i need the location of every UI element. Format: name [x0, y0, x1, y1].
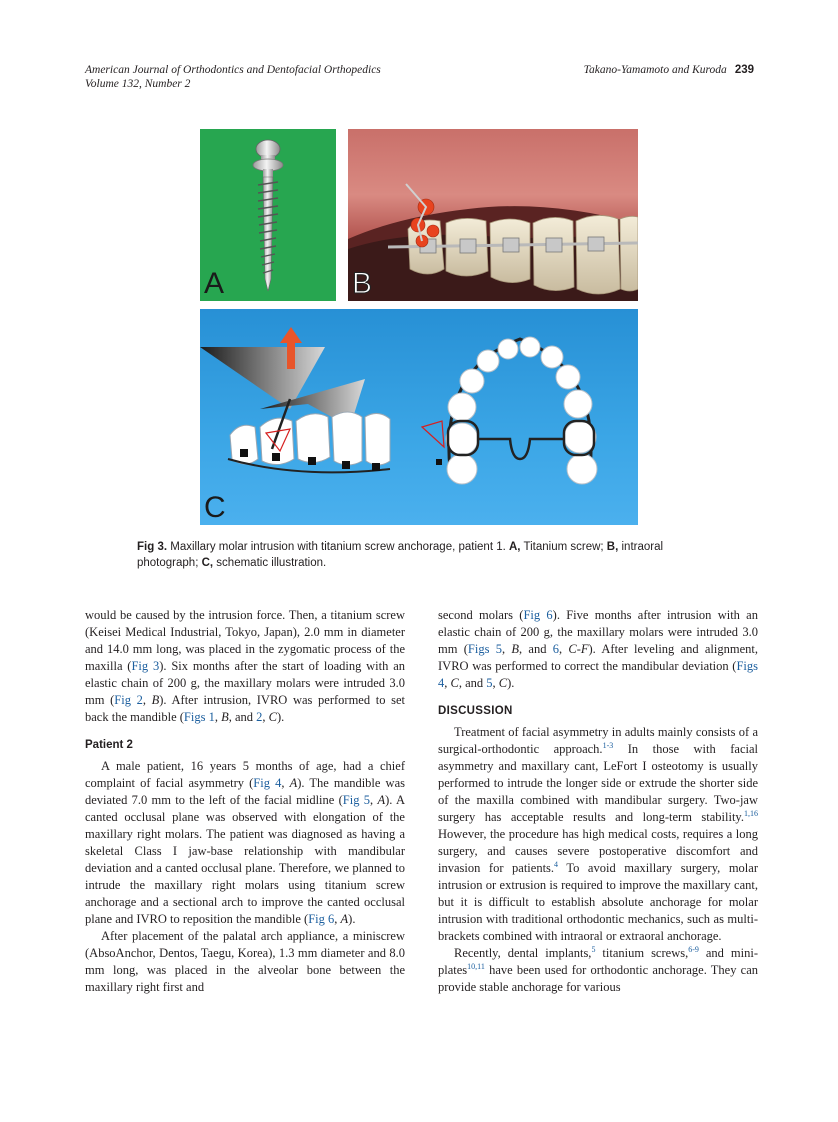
journal-volume: Volume 132, Number 2 [85, 78, 191, 90]
caption-b-label: B, [606, 541, 619, 553]
figure-ref-link[interactable]: Fig 5 [342, 793, 371, 807]
intraoral-photograph [348, 129, 638, 301]
figure-caption [137, 540, 717, 571]
caption-main: Maxillary molar intrusion with titanium screw anchorage, patient 1. [170, 541, 506, 553]
paragraph-second-molars: second molars (Fig 6). Five months after intrusion with an elastic chain of 200 g, the maxillary molars were intruded 3.0 mm (Figs 5, B, and 6, C-F). After leveling and alignment, IVRO was performed to correct the mandibular deviation (Figs 4, C, and 5, C). [438, 608, 759, 690]
journal-title: American Journal of Orthodontics and Dentofacial Orthopedics [85, 64, 381, 76]
paragraph-anchorage: Recently, dental implants,$^5$ titanium screws,$^{6-9}$ and mini-plates$^{10,11}$ have been used for orthodontic anchorage. They can provide stable anchorage for various [438, 944, 758, 994]
section-heading-discussion: DISCUSSION [438, 705, 513, 717]
panel-label-b: B [352, 267, 373, 300]
caption-b-text: intraoral photograph; [137, 541, 664, 569]
body-column-left [85, 607, 405, 996]
figure-ref-link[interactable]: 5 [486, 676, 493, 690]
paragraph-intrusion-patient1: would be caused by the intrusion force. Then, a titanium screw (Keisei Medical Industrial, Tokyo, Japan), 2.0 mm in diameter and 14.0 mm long, was placed in the zygomatic process of the maxilla (Fig 3). Six months after the start of loading with an elastic chain of 200 g, the maxillary molars were intruded 3.0 mm (Fig 2, B). After intrusion, IVRO was performed to set back the mandible (Figs 1, B, and 2, C). [85, 608, 406, 724]
figure-ref-link[interactable]: Figs 5 [467, 642, 502, 656]
figure-ref-link[interactable]: Fig 2 [114, 693, 143, 707]
figure-ref-link[interactable]: 6 [552, 642, 559, 656]
paragraph-miniscrew: After placement of the palatal arch appliance, a miniscrew (AbsoAnchor, Dentos, Taegu, Korea), 1.3 mm diameter and 8.0 mm long, was placed in the alveolar bone between the maxillary right first and [85, 929, 405, 994]
body-column-right [438, 607, 758, 996]
paragraph-patient2: A male patient, 16 years 5 months of age, had a chief complaint of facial asymmetry (Fig 4, A). The mandible was deviated 7.0 mm to the left of the facial midline (Fig 5, A). A canted occlusal plane was observed with elongation of the maxillary right molars. The patient was diagnosed as having a skeletal Class I jaw-base relationship with mandibular deviation and a canted occlusal plane. Therefore, we planned to intrude the maxillary right molars using titanium screw anchorage and a sectional arch to improve the canted occlusal plane and IVRO to reposition the mandible (Fig 6, A). [85, 759, 405, 926]
figure-ref-link[interactable]: 2 [256, 710, 263, 724]
schematic-illustration [200, 309, 638, 525]
figure-panel-c [200, 309, 638, 525]
figure-panel-b [348, 129, 638, 301]
page-number: 239 [734, 64, 754, 76]
figure-panel-a [200, 129, 336, 301]
citation-ref[interactable]: 4 [554, 859, 559, 869]
citation-ref[interactable]: 6-9 [688, 944, 699, 954]
paragraph-discussion: Treatment of facial asymmetry in adults mainly consists of a surgical-orthodontic approach.$^{1-3}$ In those with facial asymmetry and maxillary cant, LeFort I osteotomy is usually performed to intrude the longer side or extrude the shorter side of the maxilla combined with mandibular surgery. Two-jaw surgery has acceptable results and long-term stability.$^{1,16}$ However, the procedure has high medical costs, requires a long surgery, and causes severe postoperative discomfort and invasion for patients.$^4$ To avoid maxillary surgery, molar intrusion or extrusion is required to improve the maxillary cant, but it is difficult to establish absolute anchorage for molar intrusion with traditional orthodontic mechanics, such as multi-brackets combined with intraoral or extraoral anchorage. [438, 725, 758, 943]
caption-a-label: A, [509, 541, 521, 553]
figure-ref-link[interactable]: Fig 3 [131, 659, 160, 673]
citation-ref[interactable]: 1-3 [602, 740, 614, 750]
figure-ref-link[interactable]: Fig 4 [253, 776, 282, 790]
caption-a-text: Titanium screw; [523, 541, 604, 553]
section-heading-patient2: Patient 2 [85, 739, 133, 751]
figure-ref-link[interactable]: Figs 4 [438, 659, 758, 690]
figure-ref-link[interactable]: Fig 6 [308, 912, 335, 926]
panel-label-c: C [204, 491, 226, 524]
figure-ref-link[interactable]: Figs 1 [183, 710, 215, 724]
panel-label-a: A [204, 267, 225, 300]
citation-ref[interactable]: 1,16 [744, 808, 758, 818]
citation-ref[interactable]: 5 [591, 944, 596, 954]
figure-ref-link[interactable]: Fig 6 [523, 608, 553, 622]
caption-c-label: C, [201, 556, 214, 569]
author-names: Takano-Yamamoto and Kuroda [583, 64, 727, 76]
caption-fig-number: Fig 3. [137, 541, 168, 553]
running-header-right [584, 63, 754, 77]
running-header-left [85, 63, 381, 91]
caption-c-text: schematic illustration. [216, 556, 327, 569]
citation-ref[interactable]: 10,11 [467, 961, 485, 971]
